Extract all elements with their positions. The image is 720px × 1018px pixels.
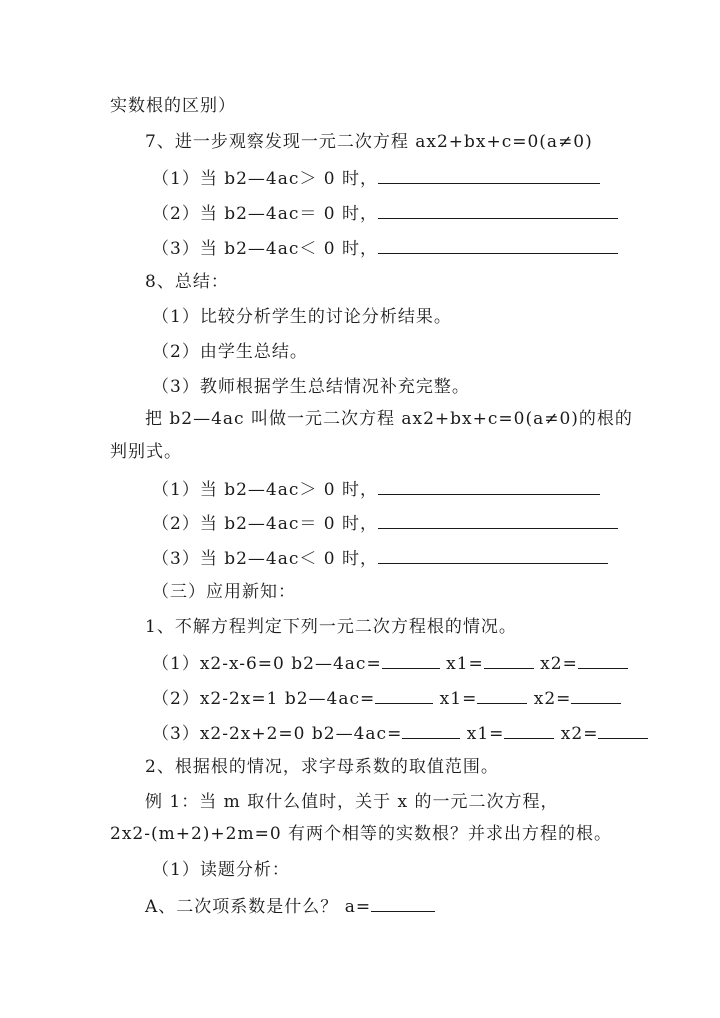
line-text: （3）当 b2—4ac＜ 0 时， [152,549,379,569]
line-text: （1）当 b2—4ac＞ 0 时， [152,480,379,500]
x2-label: x2= [533,689,572,709]
text-line-task-2 [145,755,499,779]
text-line-summary-3 [152,375,470,399]
line-text: （1）比较分析学生的讨论分析结果。 [152,307,452,327]
x2-label: x2= [560,724,599,744]
line-text: （3）教师根据学生总结情况补充完整。 [152,377,470,397]
answer-blank [598,720,648,739]
line-text: （2）当 b2—4ac＝ 0 时， [152,204,379,224]
line-text: 2x2-(m+2)+2m=0 有两个相等的实数根？并求出方程的根。 [110,824,613,844]
answer-blank [402,720,460,739]
line-text: 7、进一步观察发现一元二次方程 ax2+bx+c=0(a≠0) [145,132,593,152]
line-text: （2）由学生总结。 [152,342,308,362]
equation-row-2 [152,685,621,711]
text-line-definition [145,407,633,431]
text-line-case-positive [152,165,600,191]
discriminant-label: b2—4ac= [284,689,376,709]
answer-blank [371,893,435,912]
text-line-question-a [145,893,435,919]
answer-blank [378,165,600,184]
text-line-example-equation [110,822,612,846]
text-line-case-negative-2 [152,545,608,571]
answer-blank [571,685,621,704]
answer-blank [477,685,527,704]
text-line-item-7 [145,130,593,154]
answer-blank [378,235,618,254]
answer-blank [378,476,600,495]
equation-label: （1）x2-x-6=0 [152,654,285,674]
answer-blank [378,545,608,564]
line-text: （三）应用新知： [152,582,296,602]
line-text: 1、不解方程判定下列一元二次方程根的情况。 [145,617,517,637]
equation-row-1 [152,650,628,676]
answer-blank [382,650,440,669]
answer-blank [484,650,534,669]
equation-row-3 [152,720,648,746]
text-line-analysis [152,858,290,882]
line-text: 2、根据根的情况，求字母系数的取值范围。 [145,757,499,777]
discriminant-label: b2—4ac= [291,654,382,674]
line-text: 实数根的区别） [110,96,236,116]
line-text: 把 b2—4ac 叫做一元二次方程 ax2+bx+c=0(a≠0)的根的 [145,409,633,429]
question-text: A、二次项系数是什么？ [145,897,339,917]
line-text: 判别式。 [110,442,182,462]
line-text: （1）读题分析： [152,860,290,880]
x2-label: x2= [540,654,578,674]
answer-blank [578,650,628,669]
equation-label: （2）x2-2x=1 [152,689,279,709]
x1-label: x1= [439,689,478,709]
x1-label: x1= [466,724,505,744]
text-line-example-1 [145,790,559,814]
text-line-item-8 [145,270,229,294]
answer-label: a= [344,897,372,917]
text-line-definition-cont [110,440,182,464]
text-line-summary-2 [152,340,308,364]
text-line-summary-1 [152,305,452,329]
text-line-continuation [110,94,236,118]
discriminant-label: b2—4ac= [311,724,403,744]
text-line-section-3 [152,580,296,604]
equation-label: （3）x2-2x+2=0 [152,724,306,744]
line-text: （1）当 b2—4ac＞ 0 时， [152,169,379,189]
line-text: （3）当 b2—4ac＜ 0 时， [152,239,379,259]
answer-blank [375,685,433,704]
line-text: 8、总结： [145,272,229,292]
text-line-task-1 [145,615,517,639]
text-line-case-negative [152,235,618,261]
answer-blank [378,510,618,529]
line-text: 例 1：当 m 取什么值时，关于 x 的一元二次方程， [145,792,559,812]
x1-label: x1= [446,654,484,674]
answer-blank [378,200,618,219]
line-text: （2）当 b2—4ac＝ 0 时， [152,514,379,534]
text-line-case-zero [152,200,618,226]
text-line-case-positive-2 [152,476,600,502]
text-line-case-zero-2 [152,510,618,536]
answer-blank [504,720,554,739]
